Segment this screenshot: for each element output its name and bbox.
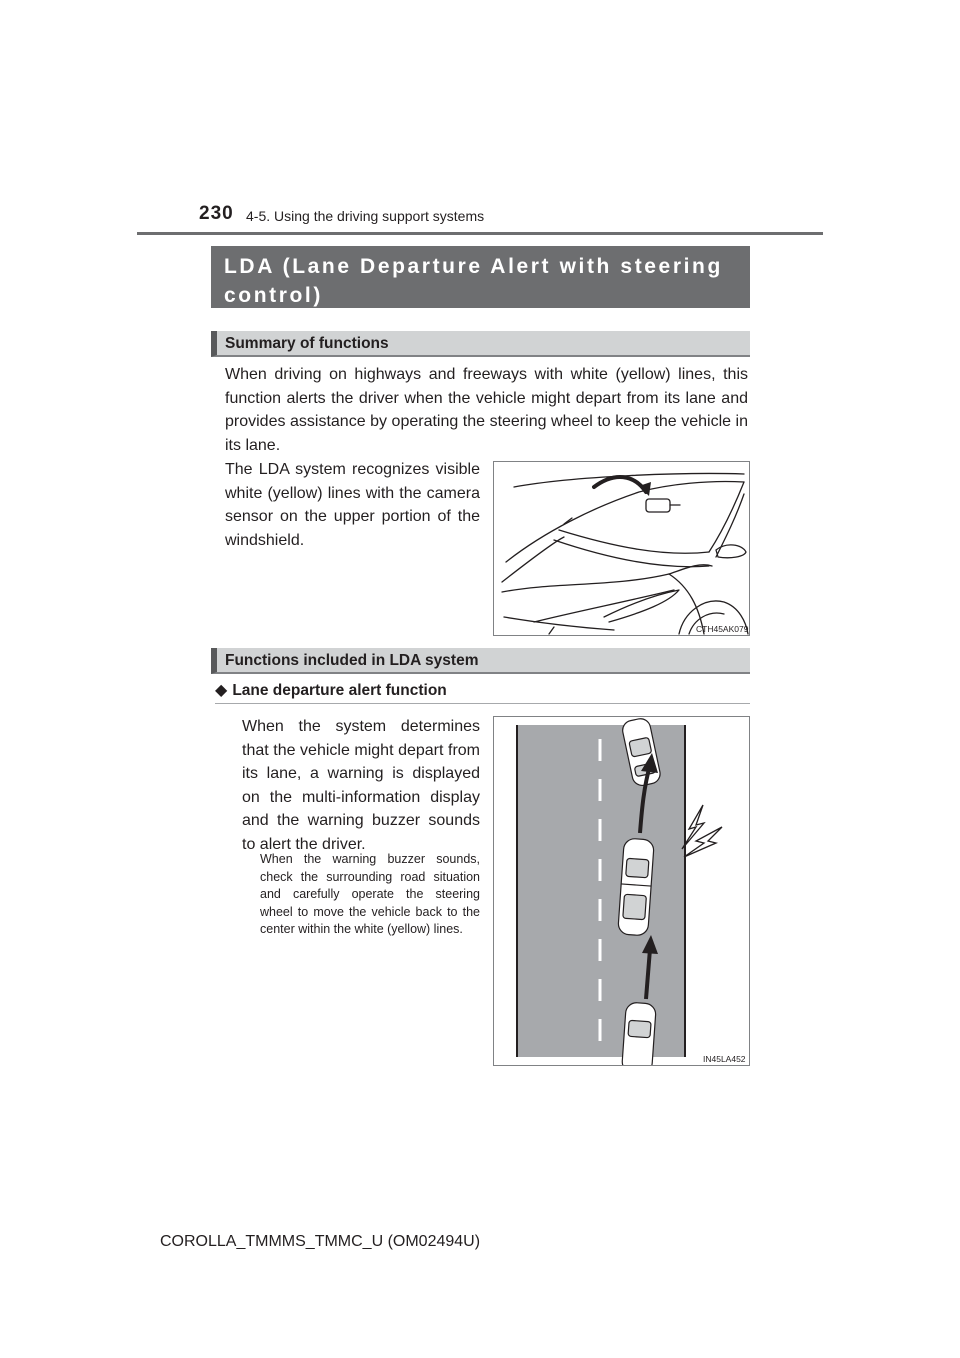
title-line-1: LDA (Lane Departure Alert with steering (224, 255, 723, 278)
windshield-camera-figure (493, 461, 750, 636)
warning-note: When the warning buzzer sounds, check the surrounding road situation and carefully operate the steering wheel to move the vehicle back to the center within the white (yellow) lines. (260, 852, 480, 937)
summary-paragraph: When driving on highways and freeways with white (yellow) lines, this function alerts the driver when the vehicle might depart from its lane and provides assistance by operating the steering wheel to keep the vehicle in its lane. (225, 366, 748, 454)
figure-code-2: IN45LA452 (703, 1054, 746, 1064)
page-number: 230 (199, 203, 234, 224)
lane-departure-figure (493, 716, 750, 1066)
lane-departure-paragraph: When the system determines that the vehicle might depart from its lane, a warning is displayed on the multi-information display and the warning buzzer sounds to alert the driver. (242, 718, 480, 853)
bullet-rule (215, 703, 750, 704)
functions-heading: Functions included in LDA system (211, 648, 750, 674)
camera-description: The LDA system recognizes visible white (yellow) lines with the camera sensor on the upper portion of the windshield. (225, 461, 480, 549)
footer-document-id: COROLLA_TMMMS_TMMC_U (OM02494U) (160, 1233, 481, 1250)
header-rule (137, 232, 823, 235)
figure-code-1: CTH45AK079 (696, 624, 749, 634)
summary-heading: Summary of functions (211, 331, 750, 357)
section-path: 4-5. Using the driving support systems (246, 208, 485, 224)
lane-departure-heading (215, 680, 447, 700)
page-title (211, 246, 750, 308)
lane-departure-heading-text: Lane departure alert function (232, 682, 447, 699)
title-line-2: control) (224, 284, 323, 307)
diamond-bullet-icon: ◆ (215, 682, 228, 699)
